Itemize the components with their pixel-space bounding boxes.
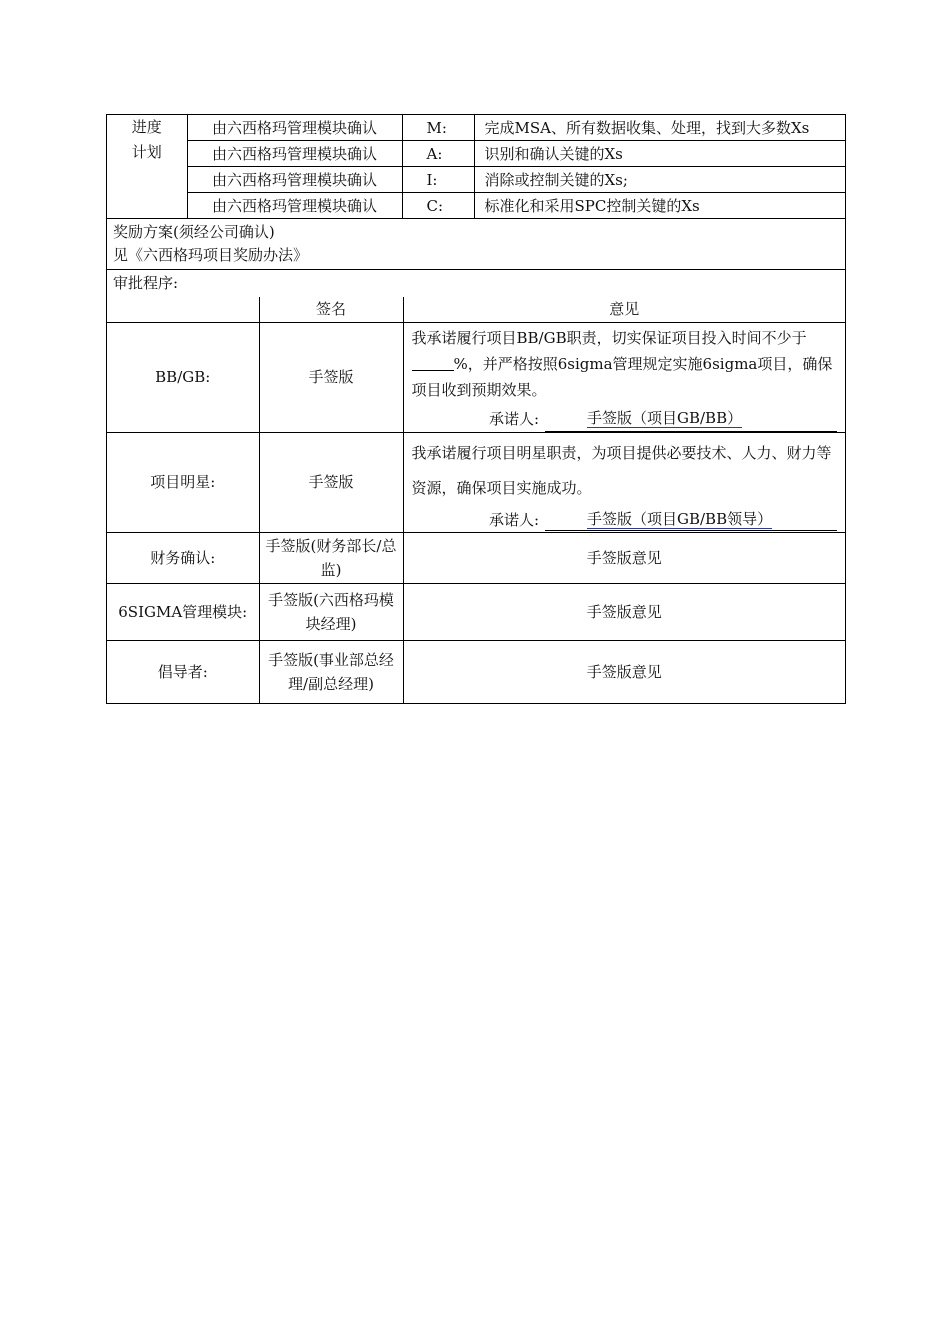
time-percent-blank <box>412 354 454 371</box>
bbgb-opinion <box>403 322 845 432</box>
schedule-row <box>107 167 845 193</box>
bbgb-label: BB/GB: <box>107 322 259 432</box>
pledge-label: 承诺人: <box>488 510 539 529</box>
schedule-task: 完成MSA、所有数据收集、处理，找到大多数Xs <box>474 115 845 141</box>
champion-row <box>107 640 845 703</box>
star-row <box>107 432 845 532</box>
bbgb-signature: 手签版 <box>259 322 403 432</box>
approval-title: 审批程序: <box>107 270 845 298</box>
pledge-signature-line <box>545 508 837 531</box>
schedule-phase: A: <box>402 141 474 167</box>
champion-opinion: 手签版意见 <box>403 640 845 703</box>
bbgb-text-a: 我承诺履行项目BB/GB职责，切实保证项目投入时间不少于 <box>411 328 807 347</box>
sigma-module-signature: 手签版(六西格玛模块经理) <box>259 583 403 640</box>
star-label: 项目明星: <box>107 432 259 532</box>
schedule-owner: 由六西格玛管理模块确认 <box>187 115 402 141</box>
opinion-column-header: 意见 <box>403 297 845 322</box>
approval-table <box>107 297 845 703</box>
reward-section <box>107 219 845 270</box>
schedule-row <box>107 141 845 167</box>
finance-opinion: 手签版意见 <box>403 532 845 583</box>
champion-label: 倡导者: <box>107 640 259 703</box>
finance-signature: 手签版(财务部长/总监) <box>259 532 403 583</box>
schedule-phase: M: <box>402 115 474 141</box>
sigma-module-label: 6SIGMA管理模块: <box>107 583 259 640</box>
star-signature: 手签版 <box>259 432 403 532</box>
schedule-owner: 由六西格玛管理模块确认 <box>187 167 402 193</box>
finance-label: 财务确认: <box>107 532 259 583</box>
reward-title: 奖励方案(须经公司确认) <box>113 223 275 241</box>
star-opinion <box>403 432 845 532</box>
pledge-signature: 手签版（项目GB/BB） <box>587 408 743 427</box>
signature-column-header: 签名 <box>259 297 403 322</box>
schedule-phase: C: <box>402 193 474 219</box>
schedule-phase: I: <box>402 167 474 193</box>
schedule-owner: 由六西格玛管理模块确认 <box>187 141 402 167</box>
schedule-row <box>107 193 845 219</box>
schedule-table <box>107 115 845 297</box>
schedule-task: 识别和确认关键的Xs <box>474 141 845 167</box>
approval-header-row <box>107 297 845 322</box>
finance-row <box>107 532 845 583</box>
reward-row <box>107 219 845 270</box>
approval-header-blank <box>107 297 259 322</box>
bbgb-text-b: %，并严格按照6sigma管理规定实施6sigma项目，确保项目收到预期效果。 <box>411 354 833 399</box>
star-pledge <box>412 508 838 531</box>
sigma-module-opinion: 手签版意见 <box>403 583 845 640</box>
pledge-label: 承诺人: <box>488 409 539 428</box>
sigma-module-row <box>107 583 845 640</box>
pledge-signature-line <box>545 405 837 432</box>
bbgb-row <box>107 322 845 432</box>
schedule-task: 消除或控制关键的Xs; <box>474 167 845 193</box>
bbgb-pledge <box>412 405 838 432</box>
star-commitment-text: 我承诺履行项目明星职责，为项目提供必要技术、人力、财力等资源，确保项目实施成功。 <box>411 443 832 497</box>
schedule-row <box>107 115 845 141</box>
schedule-label: 进度 计划 <box>107 115 187 219</box>
bbgb-commitment-text <box>412 325 838 403</box>
approval-title-row <box>107 270 845 298</box>
schedule-task: 标准化和采用SPC控制关键的Xs <box>474 193 845 219</box>
schedule-owner: 由六西格玛管理模块确认 <box>187 193 402 219</box>
reward-text: 见《六西格玛项目奖励办法》 <box>113 246 309 264</box>
pledge-signature: 手签版（项目GB/BB领导） <box>587 509 773 528</box>
champion-signature: 手签版(事业部总经理/副总经理) <box>259 640 403 703</box>
charter-form <box>106 114 846 704</box>
